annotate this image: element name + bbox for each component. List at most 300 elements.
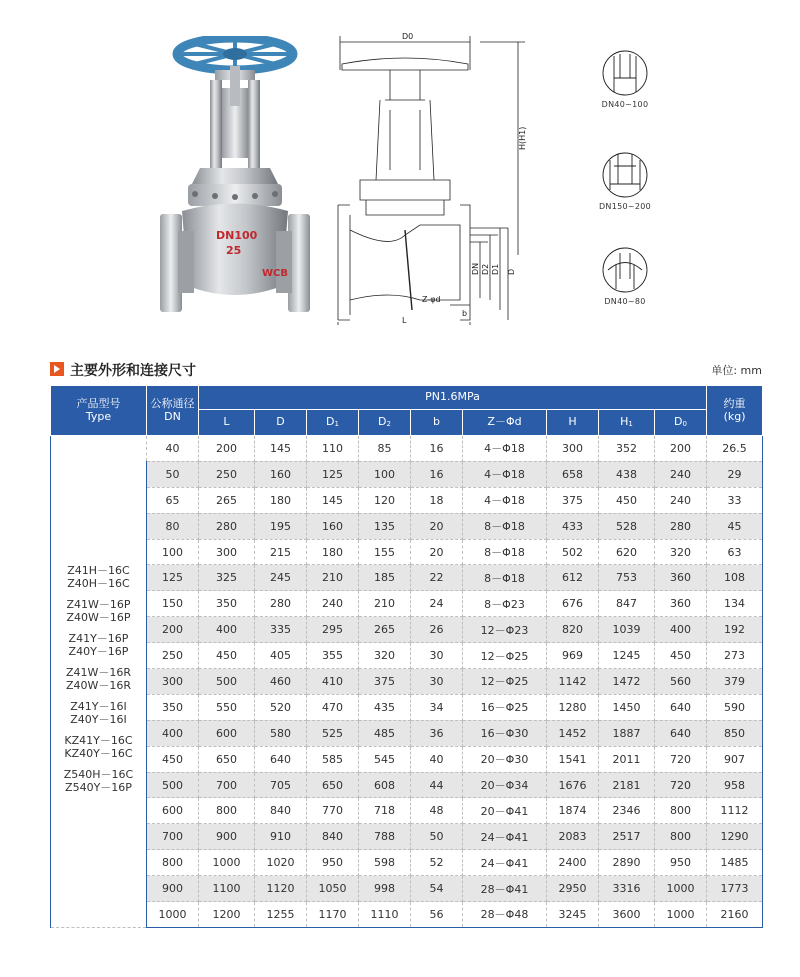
table-cell: 400 [199,617,255,643]
table-cell: 1887 [599,720,655,746]
model-name: Z41W－16P [66,598,131,612]
table-cell: 108 [707,565,763,591]
table-cell: 1450 [599,694,655,720]
table-cell: 160 [255,461,307,487]
header-d1 [307,410,359,436]
spec-table [50,385,763,928]
header-model [51,386,147,436]
table-cell: 45 [707,513,763,539]
table-row [51,643,763,669]
table-cell: 4－Φ18 [463,461,547,487]
arrow-icon [50,362,64,376]
table-cell: 1020 [255,850,307,876]
table-cell: 4－Φ18 [463,436,547,462]
table-cell: 180 [307,539,359,565]
model-name: Z540Y－16P [65,781,132,795]
table-cell: 450 [199,643,255,669]
table-cell: 600 [147,798,199,824]
table-cell: 155 [359,539,411,565]
table-cell: 29 [707,461,763,487]
table-cell: 658 [547,461,599,487]
table-row [51,720,763,746]
header-d2 [359,410,411,436]
table-cell: 34 [411,694,463,720]
table-cell: 8－Φ18 [463,539,547,565]
table-cell: 470 [307,694,359,720]
table-cell: 44 [411,772,463,798]
table-cell: 969 [547,643,599,669]
header-dn-cn: 公称通径 [150,396,195,410]
table-cell: 65 [147,487,199,513]
table-cell: 400 [147,720,199,746]
table-row [51,876,763,902]
table-cell: 410 [307,669,359,695]
table-cell: 24 [411,591,463,617]
body-marking-dn: DN100 [216,229,258,242]
table-cell: 355 [307,643,359,669]
dim-length: L [402,316,407,325]
table-cell: 820 [547,617,599,643]
table-row [51,772,763,798]
table-cell: 56 [411,902,463,928]
table-row [51,513,763,539]
table-cell: 850 [707,720,763,746]
table-cell: 1000 [199,850,255,876]
header-model-en: Type [85,409,112,423]
table-cell: 16－Φ25 [463,694,547,720]
spec-table-body [51,436,763,928]
header-h1-sub: 1 [628,420,633,429]
table-cell: 210 [359,591,411,617]
table-cell: 1039 [599,617,655,643]
table-cell: 125 [307,461,359,487]
detail-caption-3: DN40~80 [604,297,646,306]
table-cell: 360 [655,565,707,591]
table-cell: 950 [307,850,359,876]
table-cell: 250 [199,461,255,487]
table-cell: 24－Φ41 [463,824,547,850]
model-name: Z40W－16P [66,611,131,625]
valve-photo [160,36,315,326]
table-cell: 800 [147,850,199,876]
model-group [51,598,146,624]
table-cell: 250 [147,643,199,669]
table-cell: 22 [411,565,463,591]
table-cell: 1000 [655,902,707,928]
header-d: D [255,410,307,436]
table-cell: 320 [655,539,707,565]
header-weight [707,386,763,436]
table-cell: 20 [411,539,463,565]
table-cell: 800 [655,824,707,850]
table-cell: 450 [599,487,655,513]
detail-drawing-1 [580,48,670,109]
table-cell: 433 [547,513,599,539]
header-dn-en: DN [164,409,181,423]
table-row [51,436,763,462]
table-cell: 650 [307,772,359,798]
table-cell: 185 [359,565,411,591]
table-cell: 30 [411,669,463,695]
table-row [51,565,763,591]
table-cell: 718 [359,798,411,824]
table-cell: 36 [411,720,463,746]
section-title: 主要外形和连接尺寸 [70,363,196,379]
table-cell: 134 [707,591,763,617]
header-d2-main: D [378,415,387,429]
table-cell: 1472 [599,669,655,695]
header-zd: Z－Φd [463,410,547,436]
table-cell: 3245 [547,902,599,928]
table-cell: 1280 [547,694,599,720]
table-row [51,694,763,720]
table-cell: 485 [359,720,411,746]
model-name: Z540H－16C [63,768,134,782]
table-cell: 900 [199,824,255,850]
table-cell: 200 [199,436,255,462]
table-cell: 2346 [599,798,655,824]
table-cell: 676 [547,591,599,617]
table-cell: 4－Φ18 [463,487,547,513]
detail-drawing-2 [580,150,670,211]
table-cell: 1100 [199,876,255,902]
table-cell: 195 [255,513,307,539]
table-cell: 528 [599,513,655,539]
table-cell: 20－Φ34 [463,772,547,798]
table-cell: 910 [255,824,307,850]
detail-drawing-3 [580,245,670,306]
table-cell: 435 [359,694,411,720]
header-h1-main: H [620,415,629,429]
table-cell: 335 [255,617,307,643]
model-group [51,666,146,692]
model-name: Z41Y－16I [70,700,127,714]
table-cell: 450 [655,643,707,669]
table-cell: 1452 [547,720,599,746]
table-cell: 273 [707,643,763,669]
table-cell: 8－Φ18 [463,513,547,539]
unit-label: 单位: mm [711,364,762,377]
table-cell: 1000 [147,902,199,928]
table-cell: 18 [411,487,463,513]
table-cell: 585 [307,746,359,772]
table-cell: 580 [255,720,307,746]
table-cell: 16－Φ30 [463,720,547,746]
table-cell: 840 [255,798,307,824]
table-row [51,824,763,850]
table-cell: 145 [255,436,307,462]
table-cell: 352 [599,436,655,462]
table-cell: 600 [199,720,255,746]
table-cell: 800 [655,798,707,824]
table-cell: 958 [707,772,763,798]
table-cell: 1485 [707,850,763,876]
table-cell: 52 [411,850,463,876]
table-cell: 2181 [599,772,655,798]
table-cell: 8－Φ23 [463,591,547,617]
table-cell: 16 [411,461,463,487]
table-cell: 26 [411,617,463,643]
table-cell: 3316 [599,876,655,902]
dim-height: H(H1) [518,126,527,150]
table-cell: 295 [307,617,359,643]
table-cell: 28－Φ48 [463,902,547,928]
table-cell: 2890 [599,850,655,876]
table-cell: 1170 [307,902,359,928]
header-h: H [547,410,599,436]
table-cell: 502 [547,539,599,565]
header-weight-en: (kg) [723,409,746,423]
table-cell: 30 [411,643,463,669]
table-cell: 560 [655,669,707,695]
table-row [51,461,763,487]
table-cell: 598 [359,850,411,876]
table-row [51,669,763,695]
model-name: Z40Y－16I [70,713,127,727]
dim-d: D [507,268,516,275]
dim-d2: D2 [481,263,490,275]
table-cell: 450 [147,746,199,772]
table-cell: 350 [199,591,255,617]
dim-d0: D0 [402,32,414,41]
table-cell: 1112 [707,798,763,824]
table-cell: 640 [255,746,307,772]
table-row [51,539,763,565]
model-name: KZ40Y－16C [64,747,133,761]
table-cell: 2083 [547,824,599,850]
table-cell: 145 [307,487,359,513]
table-cell: 1245 [599,643,655,669]
model-name: Z40W－16R [65,679,132,693]
table-cell: 2517 [599,824,655,850]
table-cell: 998 [359,876,411,902]
table-cell: 545 [359,746,411,772]
table-cell: 200 [655,436,707,462]
table-cell: 753 [599,565,655,591]
table-cell: 720 [655,772,707,798]
valve-drawing [330,30,555,325]
table-cell: 245 [255,565,307,591]
table-cell: 33 [707,487,763,513]
header-weight-cn: 约重 [723,396,746,410]
table-cell: 500 [147,772,199,798]
dim-bolts: Z-φd [422,295,441,304]
table-cell: 240 [307,591,359,617]
table-cell: 2950 [547,876,599,902]
table-cell: 265 [359,617,411,643]
table-cell: 280 [655,513,707,539]
table-cell: 620 [599,539,655,565]
table-cell: 180 [255,487,307,513]
model-name: Z40Y－16P [68,645,129,659]
table-cell: 80 [147,513,199,539]
model-cell [51,436,147,928]
header-h1 [599,410,655,436]
table-cell: 460 [255,669,307,695]
table-cell: 800 [199,798,255,824]
header-b: b [411,410,463,436]
table-cell: 100 [359,461,411,487]
table-cell: 3600 [599,902,655,928]
header-d1-main: D [326,415,335,429]
table-cell: 720 [655,746,707,772]
table-cell: 375 [359,669,411,695]
table-cell: 210 [307,565,359,591]
table-cell: 160 [307,513,359,539]
body-marking-material: WCB [262,268,288,279]
section-header [50,360,762,382]
table-cell: 1000 [655,876,707,902]
table-cell: 1050 [307,876,359,902]
table-cell: 28－Φ41 [463,876,547,902]
table-cell: 405 [255,643,307,669]
table-cell: 2011 [599,746,655,772]
header-d0-sub: 0 [682,420,687,429]
table-cell: 12－Φ23 [463,617,547,643]
dim-dn: DN [471,262,480,275]
table-cell: 900 [147,876,199,902]
model-name: KZ41Y－16C [64,734,133,748]
table-cell: 590 [707,694,763,720]
body-marking-pn: 25 [226,244,242,257]
table-cell: 375 [547,487,599,513]
detail-caption-1: DN40~100 [601,100,649,109]
table-cell: 12－Φ25 [463,669,547,695]
table-cell: 300 [547,436,599,462]
table-cell: 700 [199,772,255,798]
table-cell: 300 [147,669,199,695]
table-cell: 612 [547,565,599,591]
model-name: Z41W－16R [65,666,132,680]
model-name: Z41Y－16P [68,632,129,646]
table-cell: 265 [199,487,255,513]
header-d1-sub: 1 [334,420,339,429]
table-cell: 500 [199,669,255,695]
table-cell: 120 [359,487,411,513]
table-cell: 63 [707,539,763,565]
table-cell: 1110 [359,902,411,928]
table-cell: 85 [359,436,411,462]
table-cell: 320 [359,643,411,669]
model-name: Z41H－16C [67,564,130,578]
table-cell: 400 [655,617,707,643]
model-group [51,700,146,726]
table-cell: 1120 [255,876,307,902]
table-cell: 20－Φ30 [463,746,547,772]
table-cell: 1874 [547,798,599,824]
table-cell: 200 [147,617,199,643]
table-cell: 907 [707,746,763,772]
table-cell: 705 [255,772,307,798]
table-cell: 20 [411,513,463,539]
table-cell: 110 [307,436,359,462]
table-cell: 240 [655,461,707,487]
model-group [51,768,146,794]
table-cell: 438 [599,461,655,487]
table-cell: 520 [255,694,307,720]
table-cell: 16 [411,436,463,462]
table-row [51,902,763,928]
table-cell: 240 [655,487,707,513]
table-cell: 2160 [707,902,763,928]
table-cell: 150 [147,591,199,617]
table-cell: 1255 [255,902,307,928]
table-cell: 40 [147,436,199,462]
model-group [51,564,146,590]
model-list [51,564,146,794]
table-cell: 788 [359,824,411,850]
header-dn [147,386,199,436]
table-row [51,617,763,643]
table-cell: 54 [411,876,463,902]
table-cell: 12－Φ25 [463,643,547,669]
table-cell: 20－Φ41 [463,798,547,824]
table-cell: 50 [147,461,199,487]
table-cell: 840 [307,824,359,850]
table-cell: 640 [655,694,707,720]
model-group [51,734,146,760]
table-cell: 1676 [547,772,599,798]
header-l: L [199,410,255,436]
table-cell: 192 [707,617,763,643]
table-cell: 40 [411,746,463,772]
table-row [51,798,763,824]
table-cell: 125 [147,565,199,591]
table-cell: 135 [359,513,411,539]
header-d0-main: D [674,415,683,429]
header-pressure: PN1.6MPa [199,386,707,410]
table-cell: 300 [199,539,255,565]
header-d0 [655,410,707,436]
table-cell: 215 [255,539,307,565]
table-cell: 1541 [547,746,599,772]
table-cell: 1290 [707,824,763,850]
table-cell: 50 [411,824,463,850]
table-cell: 770 [307,798,359,824]
table-cell: 700 [147,824,199,850]
header-d2-sub: 2 [386,420,391,429]
table-row [51,850,763,876]
table-row [51,591,763,617]
table-cell: 1142 [547,669,599,695]
table-cell: 1773 [707,876,763,902]
table-cell: 608 [359,772,411,798]
detail-caption-2: DN150~200 [598,202,652,211]
table-cell: 379 [707,669,763,695]
table-row [51,487,763,513]
table-cell: 280 [255,591,307,617]
table-cell: 2400 [547,850,599,876]
table-cell: 350 [147,694,199,720]
table-cell: 650 [199,746,255,772]
table-cell: 1200 [199,902,255,928]
table-cell: 950 [655,850,707,876]
table-cell: 360 [655,591,707,617]
header-model-cn: 产品型号 [76,396,121,410]
table-cell: 550 [199,694,255,720]
model-name: Z40H－16C [67,577,130,591]
table-cell: 100 [147,539,199,565]
table-cell: 24－Φ41 [463,850,547,876]
table-cell: 325 [199,565,255,591]
table-cell: 640 [655,720,707,746]
dim-b: b [462,309,468,318]
table-cell: 26.5 [707,436,763,462]
table-cell: 525 [307,720,359,746]
table-cell: 48 [411,798,463,824]
model-group [51,632,146,658]
dim-d1: D1 [491,263,500,275]
